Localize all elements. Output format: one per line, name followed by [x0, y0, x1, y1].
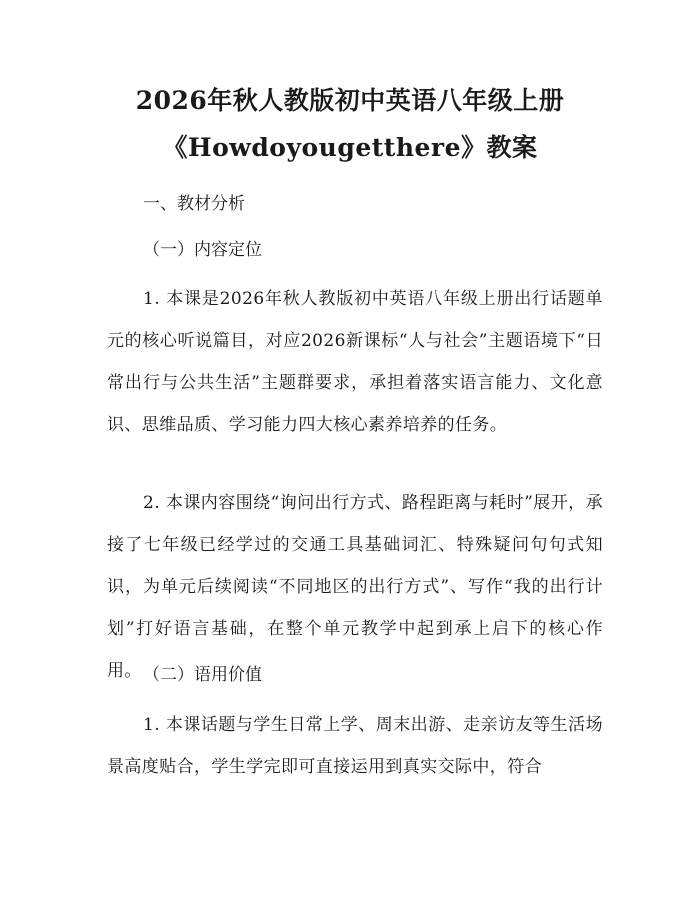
- subsection-heading-pragmatic-value: （二）语用价值: [143, 665, 262, 685]
- paragraph-pragmatic-value-1: 1. 本课话题与学生日常上学、周末出游、走亲访友等生活场景高度贴合，学生学完即可直接运用到真实交际中，符合: [107, 715, 603, 777]
- document-subtitle: 《Howdoyougetthere》教案: [162, 133, 538, 162]
- document-title: 2026年秋人教版初中英语八年级上册: [135, 86, 565, 115]
- subsection-heading-content-positioning: （一）内容定位: [143, 240, 262, 260]
- section-heading-textbook-analysis: 一、教材分析: [143, 194, 245, 214]
- paragraph-content-positioning-2: 2. 本课内容围绕“询问出行方式、路程距离与耗时”展开，承接了七年级已经学过的交通工具基础词汇、特殊疑问句句式知识，为单元后续阅读“不同地区的出行方式”、写作“我的出行计划”打好语言基础，在整个单元教学中起到承上启下的核心作用。: [107, 493, 603, 681]
- paragraph-content-positioning-1: 1. 本课是2026年秋人教版初中英语八年级上册出行话题单元的核心听说篇目，对应2026新课标“人与社会”主题语境下“日常出行与公共生活”主题群要求，承担着落实语言能力、文化意识、思维品质、学习能力四大核心素养培养的任务。: [107, 289, 603, 435]
